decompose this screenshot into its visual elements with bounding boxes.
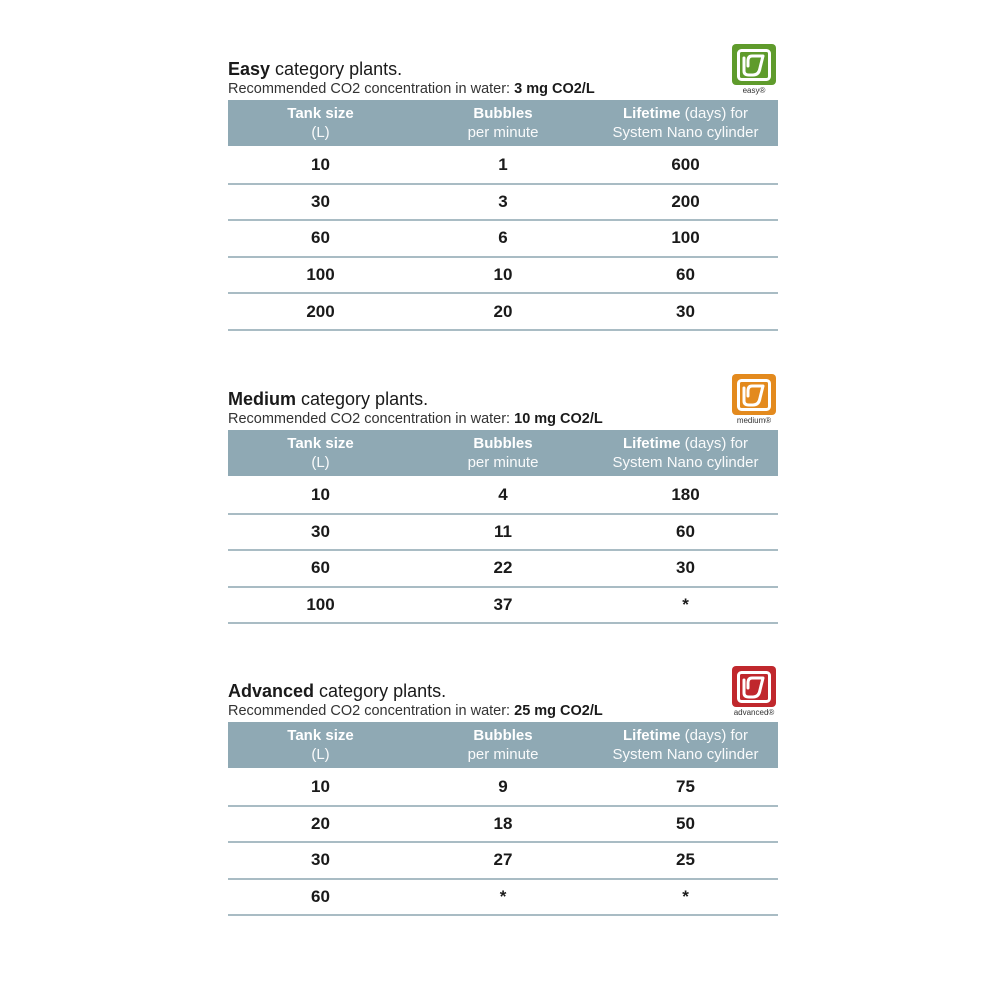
header-lifetime: Lifetime (days) for System Nano cylinder bbox=[612, 105, 759, 141]
table-row bbox=[228, 185, 778, 222]
table-row bbox=[228, 588, 778, 625]
medium-concentration-line: Recommended CO2 concentration in water: 10 mg CO2/L bbox=[228, 411, 603, 427]
cell-bubbles: 18 bbox=[493, 813, 513, 833]
table-row bbox=[228, 880, 778, 917]
cell-tank-size: 60 bbox=[311, 558, 330, 578]
medium-section bbox=[228, 388, 778, 624]
cell-tank-size: 200 bbox=[306, 301, 335, 321]
advanced-badge bbox=[730, 666, 778, 718]
cell-tank-size: 100 bbox=[306, 265, 335, 285]
cell-lifetime: 180 bbox=[671, 485, 700, 505]
header-lifetime: Lifetime (days) for System Nano cylinder bbox=[612, 727, 759, 763]
cell-lifetime: * bbox=[682, 595, 689, 615]
cell-lifetime: 100 bbox=[671, 228, 700, 248]
cell-bubbles: 9 bbox=[498, 777, 508, 797]
advanced-section bbox=[228, 680, 778, 916]
medium-table bbox=[228, 430, 778, 624]
header-tank-size: Tank size (L) bbox=[287, 435, 354, 471]
table-row bbox=[228, 478, 778, 515]
leaf-icon bbox=[737, 671, 771, 703]
table-row bbox=[228, 807, 778, 844]
advanced-table bbox=[228, 722, 778, 916]
medium-badge-label: medium® bbox=[736, 416, 772, 425]
easy-table bbox=[228, 100, 778, 331]
advanced-concentration-line: Recommended CO2 concentration in water: 25 mg CO2/L bbox=[228, 703, 603, 719]
advanced-title: Advanced category plants. bbox=[228, 681, 447, 701]
cell-lifetime: 75 bbox=[676, 777, 695, 797]
cell-lifetime: 25 bbox=[676, 850, 695, 870]
cell-tank-size: 60 bbox=[311, 887, 330, 907]
cell-bubbles: 3 bbox=[498, 191, 508, 211]
table-row bbox=[228, 770, 778, 807]
header-tank-size: Tank size (L) bbox=[287, 727, 354, 763]
header-tank-size: Tank size (L) bbox=[287, 105, 354, 141]
cell-lifetime: 30 bbox=[676, 558, 695, 578]
cell-bubbles: * bbox=[499, 887, 507, 907]
table-row bbox=[228, 843, 778, 880]
cell-tank-size: 30 bbox=[311, 191, 330, 211]
easy-badge-label: easy® bbox=[742, 86, 766, 95]
cell-tank-size: 100 bbox=[306, 595, 335, 615]
cell-tank-size: 30 bbox=[311, 521, 330, 541]
medium-badge bbox=[730, 374, 778, 426]
advanced-badge-label: advanced® bbox=[733, 708, 775, 717]
table-header bbox=[228, 430, 778, 476]
cell-bubbles: 10 bbox=[493, 265, 513, 285]
cell-tank-size: 30 bbox=[311, 850, 330, 870]
header-bubbles: Bubbles per minute bbox=[467, 435, 539, 471]
cell-lifetime: 50 bbox=[676, 813, 695, 833]
cell-tank-size: 10 bbox=[311, 485, 330, 505]
leaf-icon bbox=[737, 379, 771, 411]
cell-bubbles: 11 bbox=[494, 521, 512, 541]
table-row bbox=[228, 294, 778, 331]
cell-bubbles: 27 bbox=[493, 850, 513, 870]
cell-bubbles: 20 bbox=[493, 301, 513, 321]
cell-lifetime: 200 bbox=[671, 191, 700, 211]
cell-lifetime: 60 bbox=[676, 265, 695, 285]
table-row bbox=[228, 258, 778, 295]
easy-section bbox=[228, 58, 778, 331]
cell-tank-size: 60 bbox=[311, 228, 330, 248]
medium-title: Medium category plants. bbox=[228, 389, 429, 409]
cell-lifetime: * bbox=[682, 887, 689, 907]
table-row bbox=[228, 148, 778, 185]
header-bubbles: Bubbles per minute bbox=[467, 727, 539, 763]
header-lifetime: Lifetime (days) for System Nano cylinder bbox=[612, 435, 759, 471]
cell-tank-size: 20 bbox=[311, 813, 330, 833]
easy-badge bbox=[730, 44, 778, 96]
header-bubbles: Bubbles per minute bbox=[467, 105, 539, 141]
table-header bbox=[228, 722, 778, 768]
cell-tank-size: 10 bbox=[311, 155, 330, 175]
medium-badge-box bbox=[732, 374, 776, 415]
easy-badge-box bbox=[732, 44, 776, 85]
table-row bbox=[228, 515, 778, 552]
cell-lifetime: 600 bbox=[671, 155, 700, 175]
cell-bubbles: 1 bbox=[498, 155, 508, 175]
cell-bubbles: 6 bbox=[498, 228, 508, 248]
leaf-icon bbox=[737, 49, 771, 81]
cell-bubbles: 4 bbox=[498, 485, 508, 505]
cell-lifetime: 30 bbox=[676, 301, 695, 321]
cell-bubbles: 22 bbox=[493, 558, 513, 578]
table-header bbox=[228, 100, 778, 146]
easy-concentration-line: Recommended CO2 concentration in water: 3 mg CO2/L bbox=[228, 81, 595, 97]
advanced-badge-box bbox=[732, 666, 776, 707]
cell-lifetime: 60 bbox=[676, 521, 695, 541]
table-row bbox=[228, 551, 778, 588]
cell-tank-size: 10 bbox=[311, 777, 330, 797]
table-row bbox=[228, 221, 778, 258]
cell-bubbles: 37 bbox=[493, 595, 513, 615]
easy-title: Easy category plants. bbox=[228, 59, 403, 79]
